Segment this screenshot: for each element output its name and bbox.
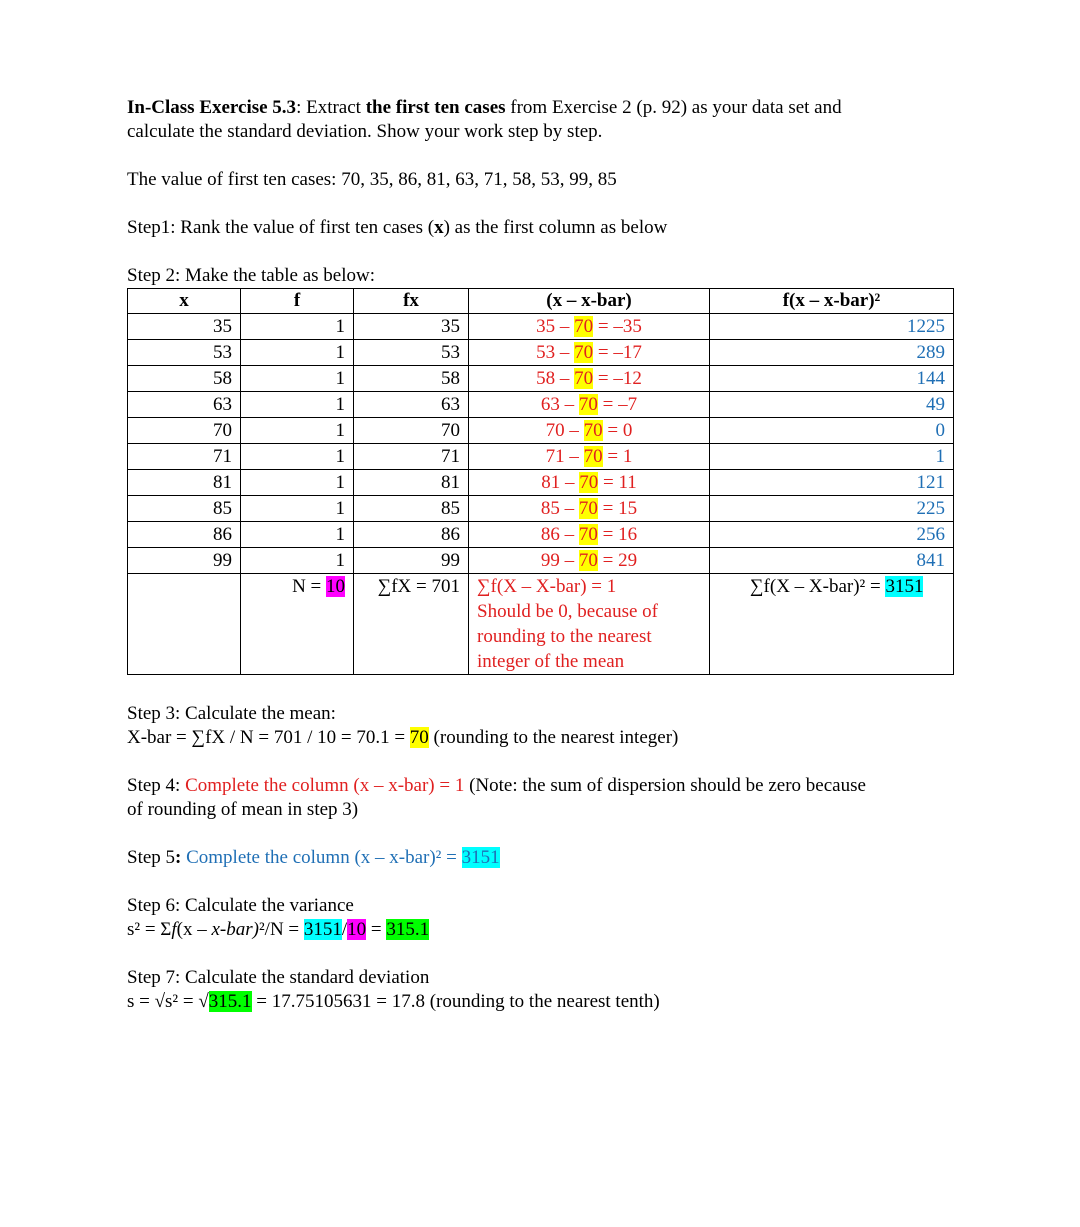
exercise-label: In-Class Exercise 5.3	[127, 97, 297, 118]
mean-formula: X-bar = ∑fX / N = 701 / 10 = 70.1 =	[127, 727, 410, 748]
cell-fx: 99	[354, 548, 469, 574]
header-fx: fx	[354, 289, 469, 314]
table-row	[128, 496, 954, 522]
dev-result: = 16	[597, 524, 638, 545]
dev-result: = –12	[593, 368, 642, 389]
header-squared-deviation: f(x – x-bar)²	[710, 289, 954, 314]
cell-fx: 63	[354, 392, 469, 418]
table-row	[128, 314, 954, 340]
variance-sum-value: 3151	[303, 919, 342, 940]
variance-equals: =	[366, 919, 387, 940]
cell-deviation	[469, 522, 710, 548]
cell-fx: 85	[354, 496, 469, 522]
step5-prefix: Step 5	[127, 847, 176, 868]
cell-fx: 35	[354, 314, 469, 340]
cell-squared: 841	[710, 548, 954, 574]
dev-left: 35 –	[536, 316, 575, 337]
header-f: f	[241, 289, 354, 314]
dev-left: 85 –	[540, 498, 579, 519]
dev-mean: 70	[578, 498, 598, 519]
step5-instruction: Complete the column (x – x-bar)² =	[181, 847, 462, 868]
cell-f: 1	[241, 548, 354, 574]
cell-x: 71	[128, 444, 241, 470]
dev-mean: 70	[578, 524, 598, 545]
cell-x: 35	[128, 314, 241, 340]
dev-result: = 11	[598, 472, 637, 493]
table-row	[128, 392, 954, 418]
cell-deviation	[469, 470, 710, 496]
header-x: x	[128, 289, 241, 314]
step1-suffix: ) as the first column as below	[443, 217, 668, 238]
dev-left: 53 –	[536, 342, 575, 363]
variance-paren: (x –	[176, 919, 212, 940]
table-header-row	[128, 289, 954, 314]
cell-fx: 53	[354, 340, 469, 366]
frequency-table	[127, 288, 954, 675]
cell-deviation	[469, 340, 710, 366]
cell-deviation	[469, 314, 710, 340]
mean-note: (rounding to the nearest integer)	[428, 727, 679, 748]
cell-f: 1	[241, 392, 354, 418]
cell-squared: 121	[710, 470, 954, 496]
step5-colon: :	[175, 847, 182, 868]
step5-line	[127, 846, 957, 870]
dev-left: 70 –	[545, 420, 584, 441]
step2-title: Step 2: Make the table as below:	[127, 265, 375, 286]
step4-note: (Note: the sum of dispersion should be zero because	[464, 775, 866, 796]
cell-x: 81	[128, 470, 241, 496]
cell-f: 1	[241, 496, 354, 522]
exercise-prompt-line-1	[127, 96, 957, 120]
variance-xbar: x-bar)	[211, 919, 259, 940]
cell-deviation	[469, 366, 710, 392]
dev-mean: 70	[583, 420, 603, 441]
cell-f: 1	[241, 522, 354, 548]
cell-deviation	[469, 548, 710, 574]
sd-variance-value: 315.1	[208, 991, 252, 1012]
cell-deviation	[469, 418, 710, 444]
sum-cell-squared	[710, 574, 954, 675]
variance-result: 315.1	[386, 919, 430, 940]
step6-title: Step 6: Calculate the variance	[127, 895, 354, 916]
document-page	[127, 96, 957, 1014]
dev-mean: 70	[578, 550, 598, 571]
dev-mean: 70	[574, 368, 594, 389]
step1-variable: x	[434, 217, 444, 238]
cell-squared: 1225	[710, 314, 954, 340]
squared-total-value: 3151	[885, 576, 924, 597]
cell-deviation	[469, 444, 710, 470]
sum-cell-x	[128, 574, 241, 675]
step4-line-1	[127, 774, 957, 798]
cell-deviation	[469, 496, 710, 522]
sum-cell-fx: ∑fX = 701	[354, 574, 469, 675]
squared-total-label: ∑f(X – X-bar)² =	[750, 576, 886, 597]
step1-line	[127, 216, 957, 240]
dev-result: = 1	[602, 446, 633, 467]
variance-formula-start: s² = Σ	[127, 919, 172, 940]
dev-left: 81 –	[541, 472, 580, 493]
cell-squared: 289	[710, 340, 954, 366]
cell-f: 1	[241, 340, 354, 366]
dev-mean: 70	[579, 472, 599, 493]
cell-f: 1	[241, 314, 354, 340]
dev-result: = 29	[597, 550, 638, 571]
deviation-note: Should be 0, because of rounding to the nearest integer of the mean	[477, 601, 658, 672]
values-line: The value of first ten cases: 70, 35, 86, 81, 63, 71, 58, 53, 99, 85	[127, 169, 617, 190]
table-row	[128, 366, 954, 392]
dev-result: = –35	[593, 316, 642, 337]
cell-x: 53	[128, 340, 241, 366]
dev-left: 71 –	[545, 446, 584, 467]
step5-value: 3151	[461, 847, 500, 868]
sd-result: = 17.75105631 = 17.8 (rounding to the nearest tenth)	[251, 991, 660, 1012]
table-row	[128, 340, 954, 366]
header-deviation: (x – x-bar)	[469, 289, 710, 314]
cell-squared: 0	[710, 418, 954, 444]
step7-formula	[127, 990, 957, 1014]
cell-fx: 58	[354, 366, 469, 392]
cell-x: 85	[128, 496, 241, 522]
dev-result: = –7	[597, 394, 638, 415]
table-summary-row	[128, 574, 954, 675]
deviation-total: ∑f(X – X-bar) = 1	[477, 576, 617, 597]
table-row	[128, 470, 954, 496]
first-ten-cases-emphasis: the first ten cases	[365, 97, 506, 118]
cell-fx: 81	[354, 470, 469, 496]
cell-f: 1	[241, 418, 354, 444]
cell-squared: 225	[710, 496, 954, 522]
cell-deviation	[469, 392, 710, 418]
cell-f: 1	[241, 366, 354, 392]
prompt-text: : Extract	[296, 97, 366, 118]
dev-mean: 70	[574, 342, 594, 363]
cell-squared: 49	[710, 392, 954, 418]
sum-cell-deviation	[469, 574, 710, 675]
variance-n-value: 10	[347, 919, 367, 940]
cell-squared: 144	[710, 366, 954, 392]
cell-f: 1	[241, 444, 354, 470]
step4-instruction: Complete the column (x – x-bar) = 1	[185, 775, 465, 796]
n-value: 10	[326, 576, 345, 597]
cell-fx: 71	[354, 444, 469, 470]
variance-over-n: ²/N =	[258, 919, 304, 940]
variance-f: f	[171, 919, 177, 940]
prompt-text: from Exercise 2 (p. 92) as your data set and	[505, 97, 842, 118]
dev-mean: 70	[583, 446, 603, 467]
sum-cell-n	[241, 574, 354, 675]
step6-formula	[127, 918, 957, 942]
dev-result: = –17	[593, 342, 642, 363]
sd-formula-start: s = √s² = √	[127, 991, 209, 1012]
dev-left: 58 –	[536, 368, 575, 389]
step3-title: Step 3: Calculate the mean:	[127, 703, 336, 724]
step4-line-2: of rounding of mean in step 3)	[127, 799, 359, 820]
table-row	[128, 548, 954, 574]
cell-squared: 256	[710, 522, 954, 548]
dev-result: = 0	[602, 420, 633, 441]
table-row	[128, 522, 954, 548]
dev-left: 63 –	[540, 394, 579, 415]
step4-prefix: Step 4:	[127, 775, 186, 796]
dev-left: 86 –	[540, 524, 579, 545]
rounded-mean: 70	[409, 727, 429, 748]
cell-fx: 70	[354, 418, 469, 444]
cell-x: 86	[128, 522, 241, 548]
step3-formula	[127, 726, 957, 750]
cell-squared: 1	[710, 444, 954, 470]
cell-x: 63	[128, 392, 241, 418]
cell-f: 1	[241, 470, 354, 496]
step7-title: Step 7: Calculate the standard deviation	[127, 967, 430, 988]
n-label: N =	[292, 576, 326, 597]
table-row	[128, 418, 954, 444]
step1-prefix: Step1: Rank the value of first ten cases (	[127, 217, 435, 238]
variance-slash: /	[341, 919, 348, 940]
cell-x: 58	[128, 366, 241, 392]
dev-left: 99 –	[540, 550, 579, 571]
dev-result: = 15	[597, 498, 638, 519]
cell-x: 70	[128, 418, 241, 444]
cell-fx: 86	[354, 522, 469, 548]
dev-mean: 70	[578, 394, 598, 415]
table-row	[128, 444, 954, 470]
cell-x: 99	[128, 548, 241, 574]
exercise-prompt-line-2: calculate the standard deviation. Show your work step by step.	[127, 121, 603, 142]
dev-mean: 70	[574, 316, 594, 337]
